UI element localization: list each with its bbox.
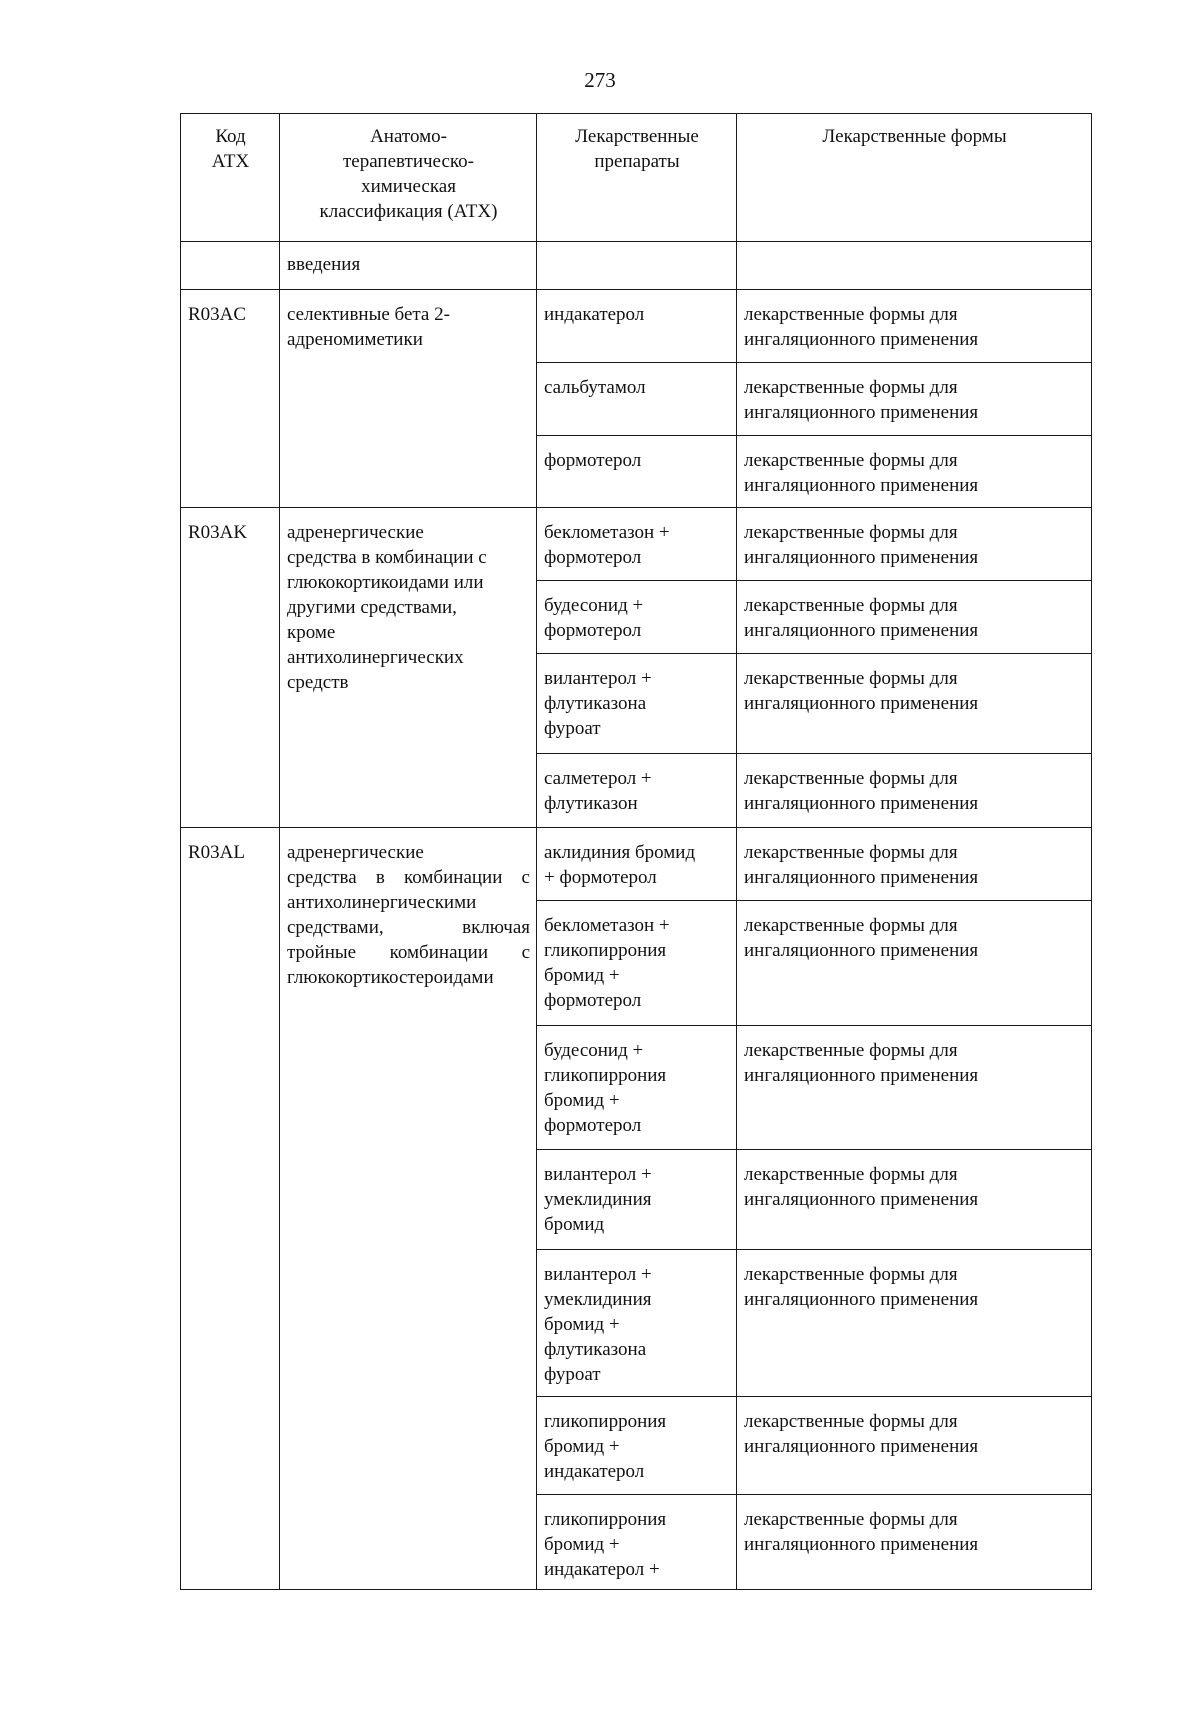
group-name <box>280 828 537 1590</box>
form-cell: лекарственные формы для ингаляционного применения <box>737 436 1092 508</box>
group-name-line: средствами, включая <box>287 917 530 938</box>
form-cell: лекарственные формы для ингаляционного применения <box>737 1026 1092 1150</box>
header-code: Код АТХ <box>180 113 280 242</box>
form-cell: лекарственные формы для ингаляционного применения <box>737 654 1092 754</box>
header-drugs: Лекарственные препараты <box>537 113 737 242</box>
continuation-drug <box>537 242 737 290</box>
form-cell: лекарственные формы для ингаляционного применения <box>737 508 1092 581</box>
drug-cell: гликопиррония бромид + индакатерол <box>537 1397 737 1495</box>
drug-cell: беклометазон + гликопиррония бромид + формотерол <box>537 901 737 1026</box>
form-cell: лекарственные формы для ингаляционного применения <box>737 754 1092 828</box>
drug-cell: будесонид + гликопиррония бромид + формотерол <box>537 1026 737 1150</box>
form-cell: лекарственные формы для ингаляционного применения <box>737 1250 1092 1397</box>
group-name-line: тройные комбинации с <box>287 942 530 963</box>
form-cell: лекарственные формы для ингаляционного применения <box>737 901 1092 1026</box>
group-name-line: глюкокортикостероидами <box>287 967 494 988</box>
drug-cell: сальбутамол <box>537 363 737 436</box>
form-cell: лекарственные формы для ингаляционного применения <box>737 828 1092 901</box>
drug-cell: будесонид + формотерол <box>537 581 737 654</box>
form-cell: лекарственные формы для ингаляционного применения <box>737 363 1092 436</box>
group-name: адренергические средства в комбинации с глюкокортикоидами или другими средствами, кроме антихолинергических средств <box>280 508 537 828</box>
group-name-line: средства в комбинации с <box>287 867 530 888</box>
drug-cell: аклидиния бромид + формотерол <box>537 828 737 901</box>
form-cell: лекарственные формы для ингаляционного применения <box>737 290 1092 363</box>
group-code: R03AK <box>180 508 280 828</box>
group-name-line: антихолинергическими <box>287 892 477 913</box>
group-name: селективные бета 2- адреномиметики <box>280 290 537 508</box>
header-classification: Анатомо- терапевтическо- химическая классификация (АТХ) <box>280 113 537 242</box>
drug-cell: вилантерол + умеклидиния бромид + флутиказона фуроат <box>537 1250 737 1397</box>
continuation-code <box>180 242 280 290</box>
continuation-form <box>737 242 1092 290</box>
drug-cell: индакатерол <box>537 290 737 363</box>
drug-cell: салметерол + флутиказон <box>537 754 737 828</box>
form-cell: лекарственные формы для ингаляционного применения <box>737 1397 1092 1495</box>
form-cell: лекарственные формы для ингаляционного применения <box>737 581 1092 654</box>
drug-cell: вилантерол + флутиказона фуроат <box>537 654 737 754</box>
continuation-classification: введения <box>280 242 537 290</box>
group-name-line: адренергические <box>287 842 424 863</box>
group-code: R03AL <box>180 828 280 1590</box>
form-cell: лекарственные формы для ингаляционного применения <box>737 1495 1092 1590</box>
page-number: 273 <box>584 68 616 92</box>
drug-cell: беклометазон + формотерол <box>537 508 737 581</box>
group-code: R03AC <box>180 290 280 508</box>
header-forms: Лекарственные формы <box>737 113 1092 242</box>
form-cell: лекарственные формы для ингаляционного применения <box>737 1150 1092 1250</box>
drug-cell: вилантерол + умеклидиния бромид <box>537 1150 737 1250</box>
drug-cell: формотерол <box>537 436 737 508</box>
drug-cell: гликопиррония бромид + индакатерол + <box>537 1495 737 1590</box>
